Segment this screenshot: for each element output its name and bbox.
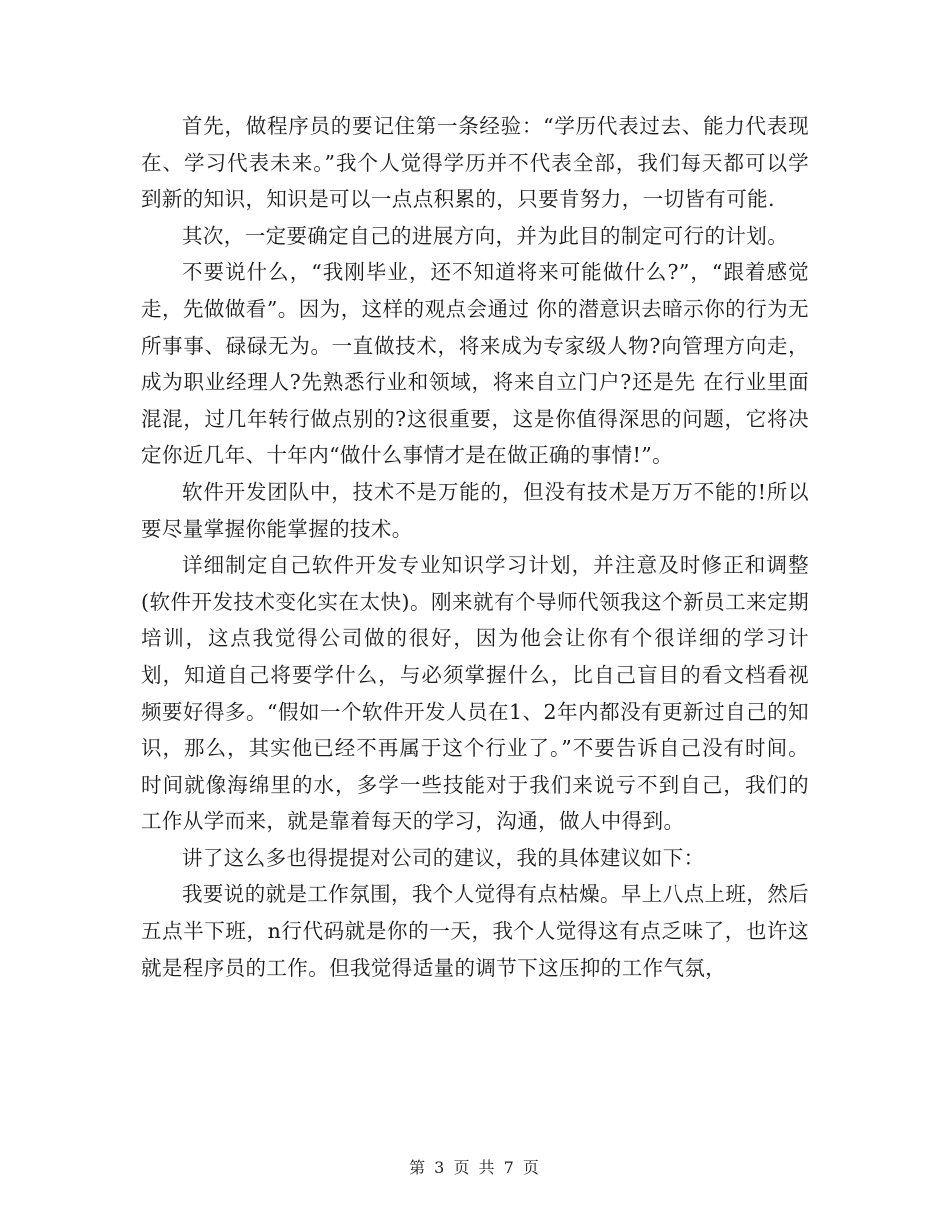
paragraph-study-plan: 详细制定自己软件开发专业知识学习计划，并注意及时修正和调整(软件开发技术变化实在太快)。刚来就有个导师代领我这个新员工来定期培训，这点我觉得公司做的很好，因为他会让你有个很详细的学习计划，知道自己将要学什么，与必须掌握什么，比自己盲目的看文档看视频要好得多。“假如一个软件开发人员在1、2年内都没有更新过自己的知识，那么，其实他已经不再属于这个行业了。”不要告诉自己没有时间。时间就像海绵里的水，多学一些技能对于我们来说亏不到自己，我们的工作从学而来，就是靠着每天的学习，沟通，做人中得到。 — [141, 553, 809, 834]
paragraph-work-atmosphere: 我要说的就是工作氛围，我个人觉得有点枯燥。早上八点上班，然后五点半下班，n行代码就是你的一天，我个人觉得这有点乏味了，也许这就是程序员的工作。但我觉得适量的调节下这压抑的工作气氛， — [141, 882, 809, 980]
page-number-footer: 第 3 页 共 7 页 — [409, 1158, 541, 1177]
paragraph-planning: 不要说什么，“我刚毕业，还不知道将来可能做什么?”，“跟着感觉走，先做做看”。因为，这样的观点会通过 你的潜意识去暗示你的行为无所事事、碌碌无为。一直做技术，将来成为专家级人物?向管理方向走，成为职业经理人?先熟悉行业和领域，将来自立门户?还是先 在行业里面混混，过几年转行做点别的?这很重要，这是你值得深思的问题，它将决定你近几年、十年内“做什么事情才是在做正确的事情!”。 — [141, 260, 809, 468]
paragraph-suggestions-intro: 讲了这么多也得提提对公司的建议，我的具体建议如下： — [182, 845, 705, 870]
paragraph-experience: 首先，做程序员的要记住第一条经验：“学历代表过去、能力代表现在、学习代表未来。”我个人觉得学历并不代表全部，我们每天都可以学到新的知识，知识是可以一点点积累的，只要肯努力，一切皆有可能. — [141, 114, 809, 212]
paragraph-technology: 软件开发团队中，技术不是万能的，但没有技术是万万不能的!所以要尽量掌握你能掌握的技术。 — [141, 479, 809, 541]
document-body — [141, 108, 809, 986]
paragraph-direction: 其次，一定要确定自己的进展方向，并为此目的制定可行的计划。 — [182, 223, 789, 248]
